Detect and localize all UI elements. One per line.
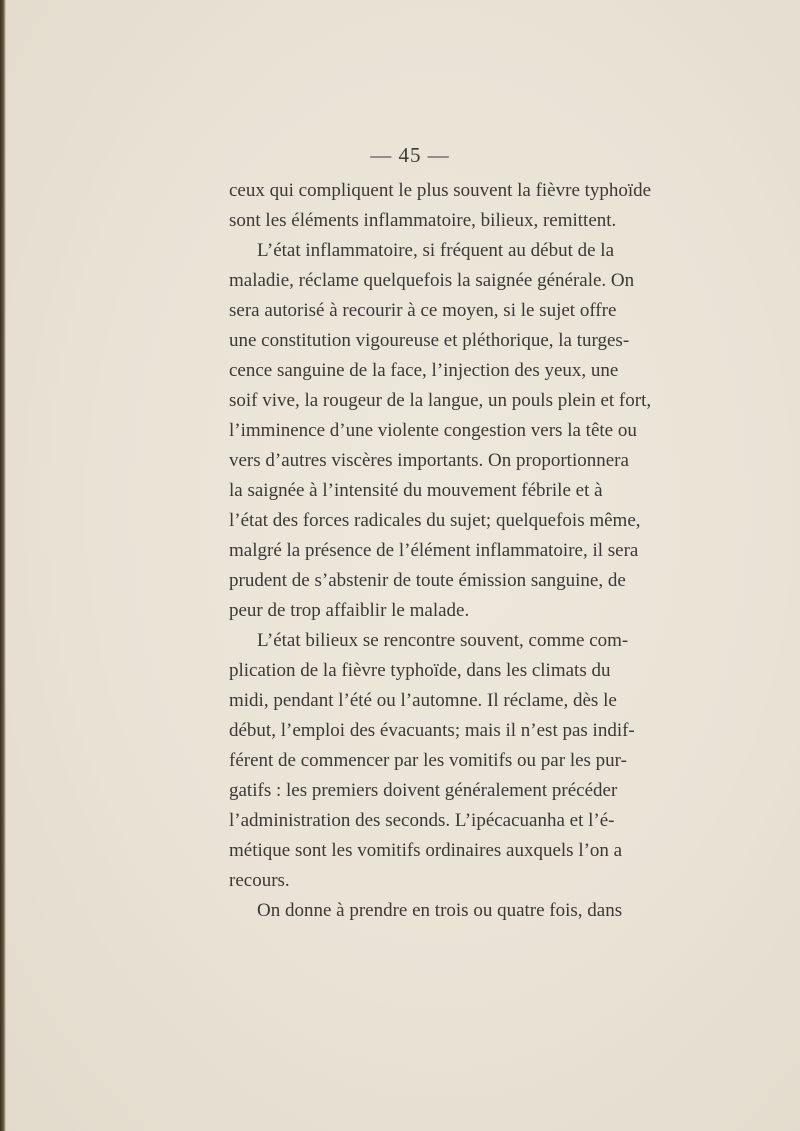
text-line: midi, pendant l’été ou l’automne. Il réclame, dès le xyxy=(229,690,617,711)
text-line: soif vive, la rougeur de la langue, un pouls plein et fort, xyxy=(229,390,652,411)
text-line: l’administration des seconds. L’ipécacuanha et l’é- xyxy=(229,810,615,831)
text-line: peur de trop affaiblir le malade. xyxy=(229,600,470,621)
text-line: l’état des forces radicales du sujet; quelquefois même, xyxy=(229,510,641,531)
text-line: malgré la présence de l’élément inflammatoire, il sera xyxy=(229,540,639,561)
binding-edge xyxy=(0,0,6,1131)
text-line: l’imminence d’une violente congestion vers la tête ou xyxy=(229,420,637,441)
page-number: — 45 — xyxy=(370,143,450,167)
text-line: sera autorisé à recourir à ce moyen, si le sujet offre xyxy=(229,300,617,321)
text-line: L’état inflammatoire, si fréquent au début de la xyxy=(257,240,615,261)
body-text xyxy=(229,176,652,926)
text-line: la saignée à l’intensité du mouvement fébrile et à xyxy=(229,480,603,501)
text-line: recours. xyxy=(229,870,290,891)
text-line: cence sanguine de la face, l’injection des yeux, une xyxy=(229,360,619,381)
text-line: gatifs : les premiers doivent généralement précéder xyxy=(229,780,618,801)
text-line: métique sont les vomitifs ordinaires auxquels l’on a xyxy=(229,840,623,861)
text-line: une constitution vigoureuse et pléthorique, la turges- xyxy=(229,330,630,351)
text-line: férent de commencer par les vomitifs ou par les pur- xyxy=(229,750,627,771)
text-line: L’état bilieux se rencontre souvent, comme com- xyxy=(257,630,629,651)
text-line: On donne à prendre en trois ou quatre fois, dans xyxy=(257,900,623,921)
text-line: prudent de s’abstenir de toute émission sanguine, de xyxy=(229,570,626,591)
text-line: vers d’autres viscères importants. On proportionnera xyxy=(229,450,629,471)
text-line: ceux qui compliquent le plus souvent la fièvre typhoïde xyxy=(229,180,652,201)
text-line: plication de la fièvre typhoïde, dans les climats du xyxy=(229,660,611,681)
text-line: sont les éléments inflammatoire, bilieux, remittent. xyxy=(229,210,617,231)
text-line: maladie, réclame quelquefois la saignée générale. On xyxy=(229,270,635,291)
text-line: début, l’emploi des évacuants; mais il n’est pas indif- xyxy=(229,720,635,741)
